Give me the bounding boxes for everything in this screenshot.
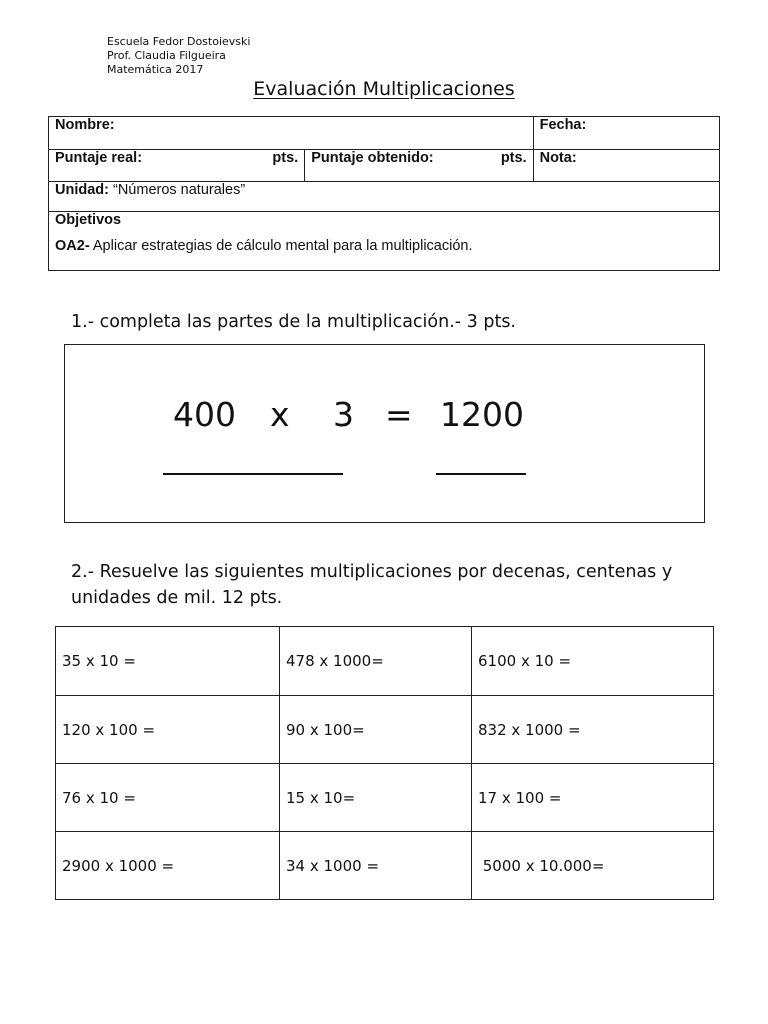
table-cell[interactable]: 90 x 100= [280, 696, 472, 764]
nota-label: Nota: [539, 150, 577, 166]
answer-blank-product[interactable] [436, 473, 526, 475]
equation-operator: x [270, 395, 290, 434]
nombre-field[interactable] [49, 117, 534, 150]
fecha-label: Fecha: [539, 117, 587, 133]
puntaje-obtenido-label: Puntaje obtenido: [311, 150, 434, 166]
table-cell[interactable]: 17 x 100 = [472, 764, 714, 832]
puntaje-real-unit: pts. [272, 150, 299, 166]
student-info-table [48, 116, 720, 271]
table-row [56, 764, 714, 832]
school-info [107, 35, 250, 77]
puntaje-obtenido-field[interactable] [305, 150, 533, 182]
table-cell[interactable]: 2900 x 1000 = [56, 832, 280, 900]
unidad-value: “Números naturales” [113, 182, 246, 198]
puntaje-obtenido-unit: pts. [500, 150, 527, 166]
teacher-name: Prof. Claudia Filgueira [107, 49, 226, 62]
question-2-text: 2.- Resuelve las siguientes multiplicaciones por decenas, centenas y unidades de mil. 12 pts. [71, 562, 673, 608]
objetivos-label: Objetivos [55, 212, 122, 228]
puntaje-real-label: Puntaje real: [55, 150, 143, 166]
page-title-text: Evaluación Multiplicaciones [253, 78, 515, 100]
page-title [0, 78, 768, 100]
table-row [56, 832, 714, 900]
objetivo-line [55, 238, 713, 254]
nombre-label: Nombre: [55, 117, 115, 133]
oa-text: Aplicar estrategias de cálculo mental para la multiplicación. [92, 238, 473, 254]
multiplication-table [55, 626, 714, 900]
table-cell[interactable]: 5000 x 10.000= [472, 832, 714, 900]
objetivos-row [49, 212, 720, 271]
table-cell[interactable]: 6100 x 10 = [472, 627, 714, 696]
equation-factor-1: 400 [173, 395, 236, 434]
oa-code: OA2- [55, 238, 90, 254]
table-cell[interactable]: 478 x 1000= [280, 627, 472, 696]
nota-field[interactable] [533, 150, 719, 182]
puntaje-real-field[interactable] [49, 150, 305, 182]
equation-factor-2: 3 [333, 395, 354, 434]
table-cell[interactable]: 34 x 1000 = [280, 832, 472, 900]
equation-equals: = [385, 395, 413, 434]
school-name: Escuela Fedor Dostoievski [107, 35, 251, 48]
table-cell[interactable]: 15 x 10= [280, 764, 472, 832]
table-cell[interactable]: 832 x 1000 = [472, 696, 714, 764]
answer-blank-factors[interactable] [163, 473, 343, 475]
table-row [56, 696, 714, 764]
unidad-label: Unidad: [55, 182, 109, 198]
subject-year: Matemática 2017 [107, 63, 204, 76]
question-1-text: 1.- completa las partes de la multiplicación.- 3 pts. [71, 312, 516, 332]
table-cell[interactable]: 35 x 10 = [56, 627, 280, 696]
equation-result: 1200 [440, 395, 524, 434]
equation-box [64, 344, 705, 523]
fecha-field[interactable] [533, 117, 719, 150]
table-cell[interactable]: 120 x 100 = [56, 696, 280, 764]
table-row [56, 627, 714, 696]
unidad-row [49, 182, 720, 212]
table-cell[interactable]: 76 x 10 = [56, 764, 280, 832]
